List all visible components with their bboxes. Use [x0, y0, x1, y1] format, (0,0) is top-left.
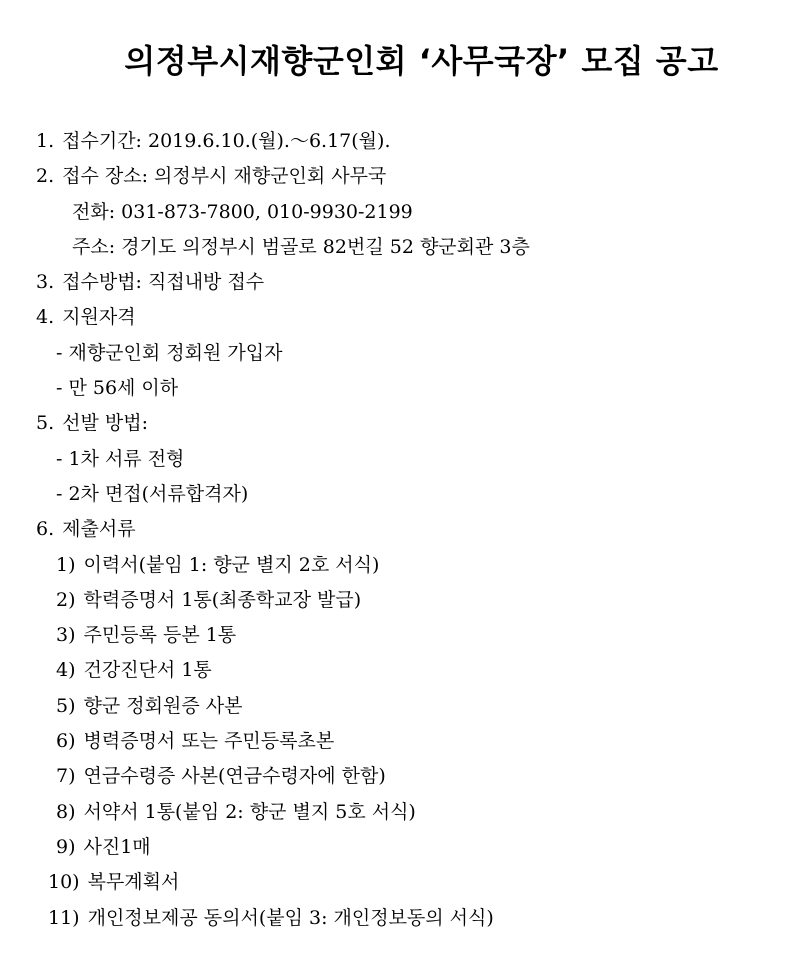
- section-number: 4.: [36, 306, 55, 329]
- section-5: [0, 406, 793, 441]
- item-text: 서약서 1통(붙임 2: 향군 별지 5호 서식): [83, 800, 416, 823]
- item-text: 연금수령증 사본(연금수령자에 한함): [83, 765, 386, 788]
- document-item: [0, 618, 793, 653]
- item-text: 이력서(붙임 1: 향군 별지 2호 서식): [83, 553, 380, 576]
- list-item: - 만 56세 이하: [56, 377, 179, 400]
- section-1: [0, 124, 793, 159]
- document-item: [0, 583, 793, 618]
- item-number: 6): [56, 730, 76, 753]
- section-4: [0, 300, 793, 335]
- section-number: 3.: [36, 271, 55, 294]
- item-number: 7): [56, 765, 76, 788]
- list-item: - 1차 서류 전형: [56, 447, 185, 470]
- section-3: [0, 265, 793, 300]
- contact-address: 주소: 경기도 의정부시 범골로 82번길 52 향군회관 3층: [72, 235, 530, 258]
- notice-body: [0, 124, 793, 936]
- page-title: 의정부시재향군인회 ‘사무국장’ 모집 공고: [124, 42, 719, 80]
- section-number: 1.: [36, 130, 55, 152]
- section-6: [0, 512, 793, 547]
- item-text: 학력증명서 1통(최종학교장 발급): [83, 588, 362, 611]
- item-text: 개인정보제공 동의서(붙임 3: 개인정보동의 서식): [87, 906, 494, 929]
- item-number: 9): [56, 835, 76, 858]
- section-2: [0, 159, 793, 194]
- document-item: [0, 901, 793, 936]
- document-item: [0, 653, 793, 688]
- item-text: 향군 정회원증 사본: [83, 694, 243, 717]
- item-number: 5): [56, 694, 76, 717]
- section-number: 2.: [36, 165, 55, 188]
- item-number: 1): [56, 553, 76, 576]
- section-text: 접수방법: 직접내방 접수: [62, 271, 265, 294]
- document-item: [0, 830, 793, 865]
- section-text: 선발 방법:: [62, 412, 148, 435]
- list-item: - 재향군인회 정회원 가입자: [56, 341, 283, 364]
- item-text: 복무계획서: [87, 871, 180, 894]
- document-item: [0, 795, 793, 830]
- item-number: 2): [56, 588, 76, 611]
- list-item: - 2차 면접(서류합격자): [56, 482, 249, 505]
- document-item: [0, 689, 793, 724]
- item-number: 8): [56, 800, 76, 823]
- section-text: 지원자격: [62, 306, 136, 329]
- contact-phone: 전화: 031-873-7800, 010-9930-2199: [72, 200, 413, 223]
- section-number: 5.: [36, 412, 55, 435]
- item-number: 10): [48, 871, 80, 894]
- item-text: 사진1매: [83, 835, 151, 858]
- document-item: [0, 548, 793, 583]
- section-text: 접수기간: 2019.6.10.(월).～6.17(월).: [62, 130, 391, 152]
- item-number: 4): [56, 659, 76, 682]
- section-number: 6.: [36, 518, 55, 541]
- item-text: 병력증명서 또는 주민등록초본: [83, 730, 335, 753]
- section-text: 제출서류: [62, 518, 136, 541]
- item-text: 주민등록 등본 1통: [83, 624, 237, 647]
- document-item: [0, 759, 793, 794]
- document-item: [0, 724, 793, 759]
- item-number: 11): [48, 906, 80, 929]
- document-item: [0, 865, 793, 900]
- item-number: 3): [56, 624, 76, 647]
- section-text: 접수 장소: 의정부시 재향군인회 사무국: [62, 165, 387, 188]
- item-text: 건강진단서 1통: [83, 659, 212, 682]
